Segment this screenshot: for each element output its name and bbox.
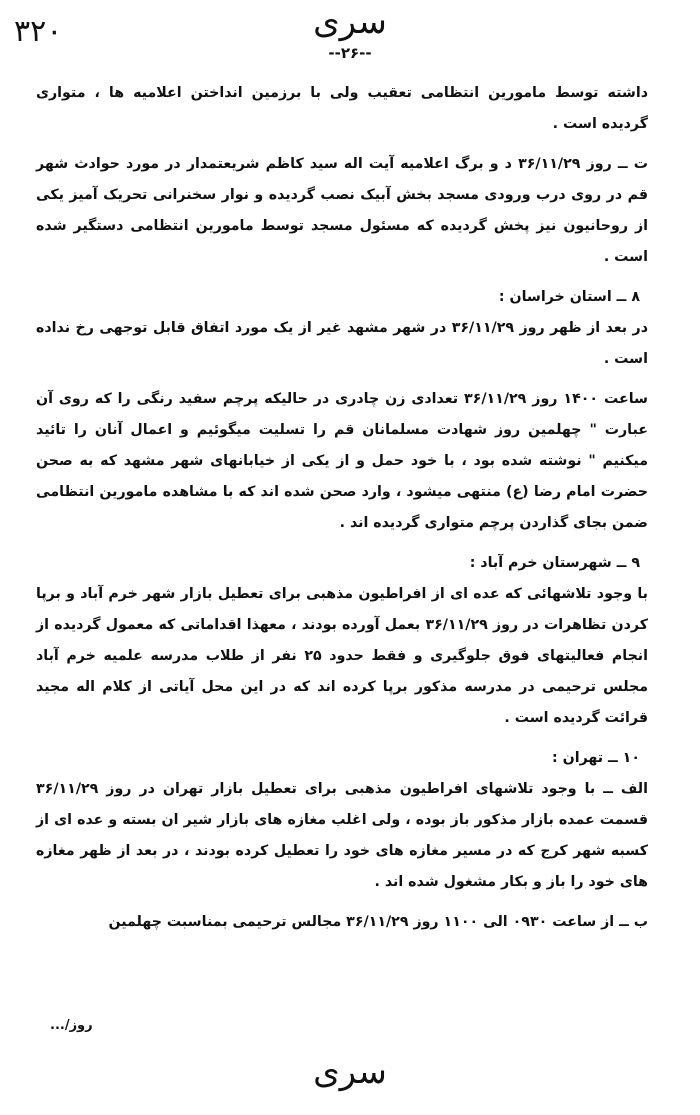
- section-heading-khorramabad: ۹ ــ شهرستان خرم آباد :: [469, 555, 640, 571]
- paragraph-tehran-be: ب ــ از ساعت ۰۹۳۰ الی ۱۱۰۰ روز ۳۶/۱۱/۲۹ مجالس ترحیمی بمناسبت چهلمین: [108, 914, 648, 930]
- section-heading-tehran: ۱۰ ــ تهران :: [551, 750, 640, 766]
- document-body: [36, 78, 648, 938]
- paragraph-item-t: ت ــ روز ۳۶/۱۱/۲۹ د و برگ اعلامیه آیت اله سید کاظم شریعتمدار در مورد حوادث شهر قم در روی درب ورودی مسجد بخش آبیک نصب گردیده و نوار سخنرانی تحریک آمیز یکی از روحانیون نیز پخش گردیده که مسئول مسجد توسط مامورین انتظامی دستگیر شده است .: [36, 156, 648, 265]
- continuation-note: روز/...: [50, 1018, 93, 1033]
- paragraph-continuation: داشته توسط مامورین انتظامی تعقیب ولی با برزمین انداختن اعلامیه ها ، متواری گردیده است .: [36, 85, 648, 132]
- paragraph-mashhad-summary: در بعد از ظهر روز ۳۶/۱۱/۲۹ در شهر مشهد غیر از یک مورد اتفاق قابل توجهی رخ نداده است .: [36, 320, 648, 367]
- page-number: ۳۲۰: [14, 14, 63, 49]
- paragraph-tehran-alef: الف ــ با وجود تلاشهای افراطیون مذهبی برای تعطیل بازار تهران در روز ۳۶/۱۱/۲۹ قسمت عمده بازار مذکور باز بوده ، ولی اغلب مغازه های بازار شیر ان بسته و عده ای از کسبه شهر کرج که در مسیر مغازه های خود را تعطیل کرده بودند ، در بعد از ظهر مغازه های خود را باز و بکار مشغول شده اند .: [36, 781, 648, 890]
- section-heading-khorasan: ۸ ــ استان خراسان :: [498, 289, 640, 305]
- paragraph-khorramabad: با وجود تلاشهائی که عده ای از افراطیون مذهبی برای تعطیل بازار شهر خرم آباد و برپا کردن تظاهرات در روز ۳۶/۱۱/۲۹ بعمل آورده بودند ، معهذا اقداماتی که معمول گردیده از انجام فعالیتهای فوق جلوگیری و فقط حدود ۲۵ نفر از طلاب مدرسه علمیه خرم آباد مجلس ترحیمی در مدرسه مذکور برپا کرده اند که در این محل آیاتی از کلام اله مجید قرائت گردیده است .: [36, 586, 648, 726]
- inner-page-number: --۲۶--: [328, 44, 372, 62]
- classification-header: سری: [313, 2, 387, 42]
- paragraph-mashhad-event: ساعت ۱۴۰۰ روز ۳۶/۱۱/۲۹ تعدادی زن چادری در حالیکه پرچم سفید رنگی را که روی آن عبارت " چهلمین روز شهادت مسلمانان قم را تسلیت میگوئیم و اعمال آنان را تائید میکنیم " نوشته شده بود ، با خود حمل و از یکی از خیابانهای شهر مشهد که به صحن حضرت امام رضا (ع) منتهی میشود ، وارد صحن شده اند که با مشاهده مامورین انتظامی ضمن بجای گذاردن پرچم متواری گردیده اند .: [36, 391, 648, 531]
- classification-footer: سری: [313, 1052, 387, 1092]
